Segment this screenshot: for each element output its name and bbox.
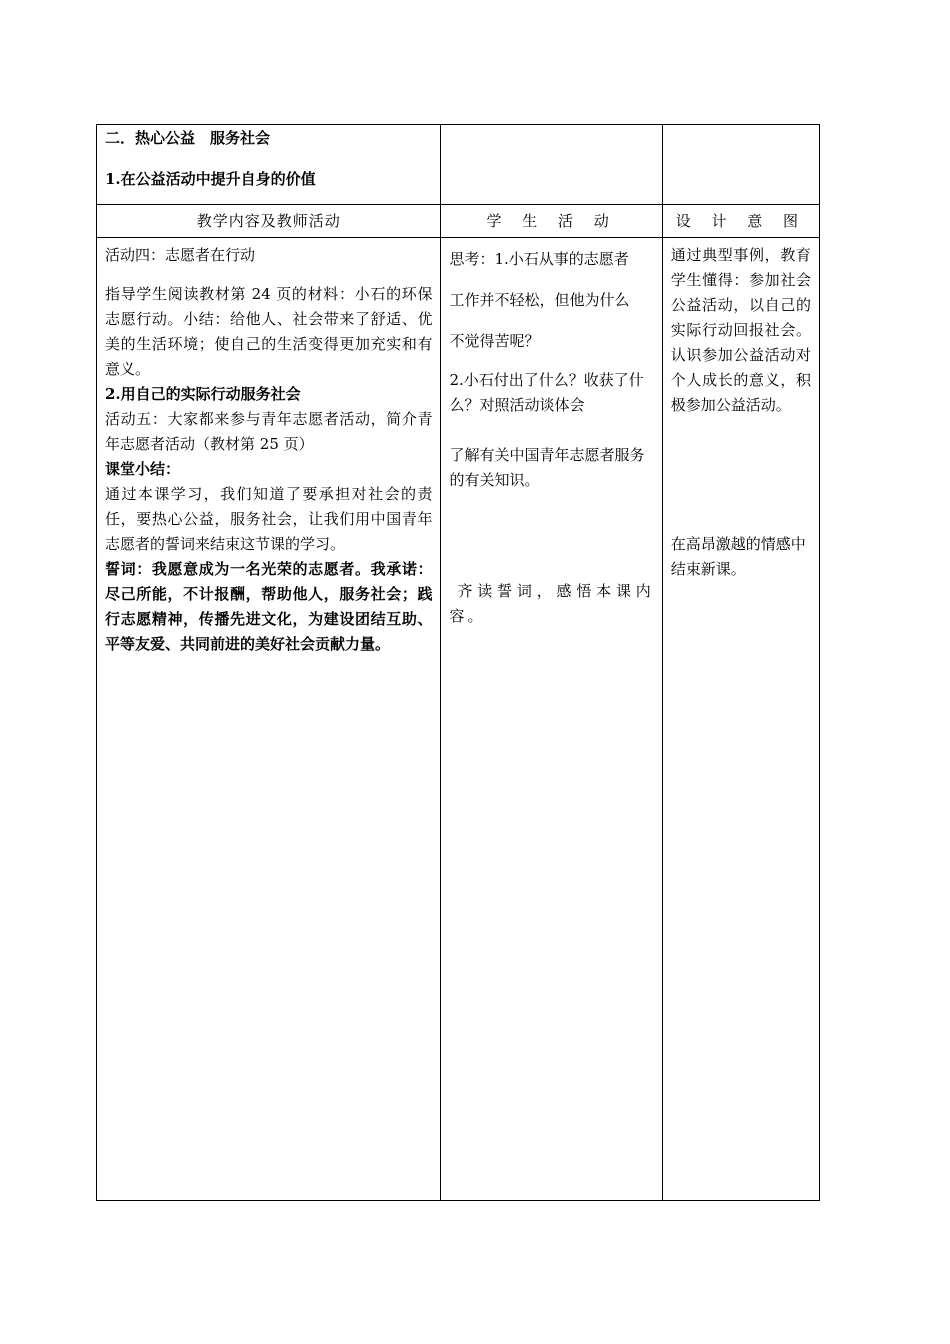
section-row bbox=[97, 125, 820, 205]
think-question-1a: 思考：1.小石从事的志愿者 bbox=[449, 250, 629, 268]
lesson-plan-table bbox=[96, 124, 820, 1201]
think-question-2: 2.小石付出了什么？收获了什么？对照活动谈体会 bbox=[449, 371, 644, 414]
section-subheading: 1.在公益活动中提升自身的价值 bbox=[105, 170, 316, 188]
empty-cell-student bbox=[441, 125, 662, 205]
intent-text-1: 通过典型事例，教育学生懂得：参加社会公益活动，以自己的实际行动回报社会。认识参加公益活动对个人成长的意义，积极参加公益活动。 bbox=[670, 246, 811, 414]
intent-text-2: 在高昂激越的情感中结束新课。 bbox=[670, 535, 806, 578]
column-header-teacher: 教学内容及教师活动 bbox=[97, 205, 441, 238]
summary-title: 课堂小结： bbox=[105, 460, 181, 478]
reading-guide: 指导学生阅读教材第 24 页的材料：小石的环保志愿行动。小结：给他人、社会带来了舒适、优美的生活环境；使自己的生活变得更加充实和有意义。 bbox=[105, 285, 433, 378]
read-oath: 齐读誓词，感悟本课内容。 bbox=[449, 582, 654, 625]
think-question-1c: 不觉得苦呢？ bbox=[449, 332, 540, 350]
volunteer-oath: 誓词：我愿意成为一名光荣的志愿者。我承诺：尽己所能，不计报酬，帮助他人，服务社会；践行志愿精神，传播先进文化，为建设团结互助、平等友爱、共同前进的美好社会贡献力量。 bbox=[105, 560, 433, 653]
design-intent-cell bbox=[662, 238, 819, 1201]
activity-five: 活动五：大家都来参与青年志愿者活动，简介青年志愿者活动（教材第 25 页） bbox=[105, 410, 433, 453]
summary-text: 通过本课学习，我们知道了要承担对社会的责任，要热心公益，服务社会，让我们用中国青年志愿者的誓词来结束这节课的学习。 bbox=[105, 485, 433, 553]
column-header-student: 学 生 活 动 bbox=[441, 205, 662, 238]
student-activity-cell bbox=[441, 238, 662, 1201]
section-heading: 二．热心公益 服务社会 bbox=[105, 129, 271, 147]
think-question-1b: 工作并不轻松，但他为什么 bbox=[449, 291, 630, 309]
learn-about-volunteers: 了解有关中国青年志愿者服务的有关知识。 bbox=[449, 446, 645, 489]
header-row bbox=[97, 205, 820, 238]
column-header-intent: 设 计 意 图 bbox=[662, 205, 819, 238]
subheading-serve-society: 2.用自己的实际行动服务社会 bbox=[105, 385, 301, 403]
empty-cell-intent bbox=[662, 125, 819, 205]
teacher-activity-cell bbox=[97, 238, 441, 1201]
content-row bbox=[97, 238, 820, 1201]
section-cell bbox=[97, 125, 441, 205]
activity-four: 活动四：志愿者在行动 bbox=[105, 246, 256, 264]
